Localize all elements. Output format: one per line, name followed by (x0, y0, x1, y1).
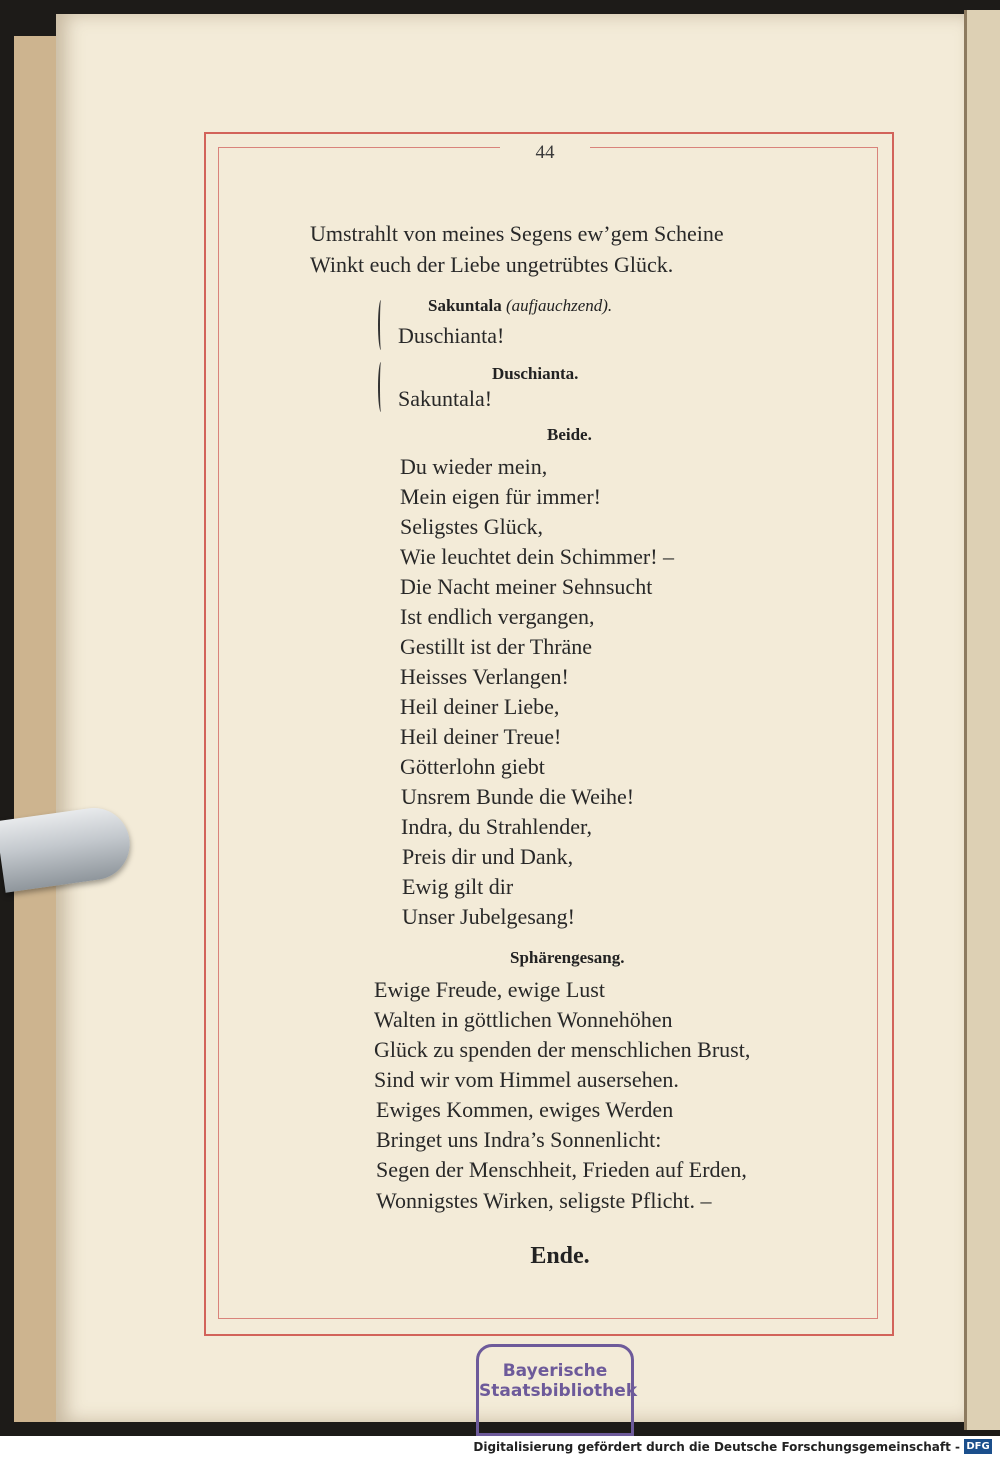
sphaeren-line: Walten in göttlichen Wonnehöhen (374, 1007, 673, 1032)
sphaeren-line: Ewiges Kommen, ewiges Werden (376, 1097, 674, 1122)
speaker-sphaerengesang: Sphärengesang. (510, 948, 625, 967)
sphaeren-line: Sind wir vom Himmel ausersehen. (374, 1067, 679, 1092)
footer-bar (0, 1436, 1000, 1459)
speaker-name: Sakuntala (428, 296, 502, 315)
dialogue-brace-1 (378, 300, 384, 350)
page-number: 44 (500, 142, 590, 164)
beide-line: Ewig gilt dir (402, 874, 514, 899)
right-page-leaf (964, 10, 1000, 1430)
ende-heading: Ende. (530, 1243, 590, 1269)
dialogue-line-1: Duschianta! (398, 323, 505, 348)
opening-line-2: Winkt euch der Liebe ungetrübtes Glück. (310, 252, 674, 277)
sphaeren-line: Ewige Freude, ewige Lust (374, 977, 605, 1002)
beide-line: Mein eigen für immer! (400, 484, 601, 509)
sphaeren-line: Glück zu spenden der menschlichen Brust, (374, 1037, 751, 1062)
stamp-line-1: Bayerische (502, 1361, 608, 1381)
beide-line: Ist endlich vergangen, (400, 604, 595, 629)
beide-line: Seligstes Glück, (400, 514, 543, 539)
speaker-beide: Beide. (547, 425, 592, 444)
beide-line: Götterlohn giebt (400, 754, 545, 779)
beide-line: Die Nacht meiner Sehnsucht (400, 574, 653, 599)
footer-credit: Digitalisierung gefördert durch die Deutsche Forschungsgemeinschaft - (473, 1440, 960, 1454)
dialogue-line-2: Sakuntala! (398, 386, 493, 411)
dfg-logo-icon: DFG (964, 1439, 992, 1454)
beide-line: Heil deiner Liebe, (400, 694, 560, 719)
beide-line: Indra, du Strahlender, (401, 814, 592, 839)
sphaeren-line: Wonnigstes Wirken, seligste Pflicht. – (376, 1188, 712, 1213)
stage-direction: (aufjauchzend). (505, 296, 613, 315)
speaker-duschianta: Duschianta. (492, 364, 579, 383)
beide-line: Heisses Verlangen! (400, 664, 569, 689)
library-stamp (476, 1344, 638, 1436)
speaker-sakuntala (428, 296, 612, 316)
beide-line: Wie leuchtet dein Schimmer! – (400, 544, 675, 569)
beide-line: Unsrem Bunde die Weihe! (401, 784, 635, 809)
sphaeren-line: Bringet uns Indra’s Sonnenlicht: (376, 1127, 662, 1152)
beide-line: Preis dir und Dank, (402, 844, 574, 869)
dialogue-brace-2 (378, 362, 384, 412)
beide-line: Unser Jubelgesang! (402, 904, 575, 929)
beide-line: Heil deiner Treue! (400, 724, 562, 749)
sphaeren-line: Segen der Menschheit, Frieden auf Erden, (376, 1157, 747, 1182)
stamp-line-2: Staatsbibliothek (479, 1381, 638, 1401)
beide-line: Gestillt ist der Thräne (400, 634, 593, 659)
beide-line: Du wieder mein, (400, 454, 548, 479)
opening-line-1: Umstrahlt von meines Segens ew’gem Scheine (310, 221, 724, 246)
